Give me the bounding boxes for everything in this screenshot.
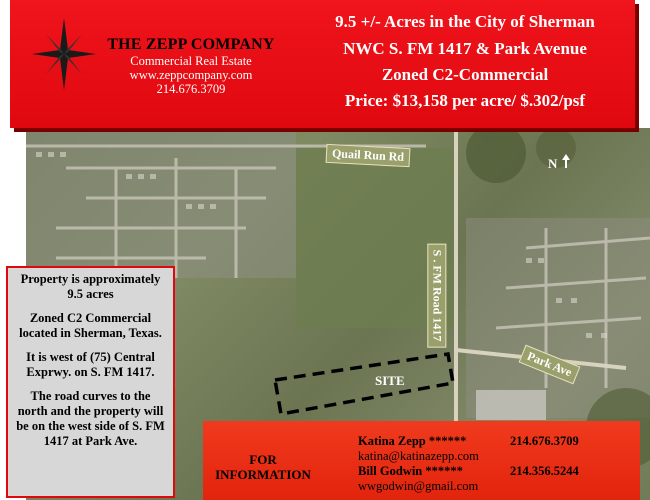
headline-zoning: Zoned C2-Commercial [381,65,549,84]
company-name: THE ZEPP COMPANY [107,36,275,53]
info-acreage: Property is approximately 9.5 acres [20,272,161,301]
north-indicator [548,154,571,172]
property-info-box [6,266,175,498]
road-label-fm-1417: S . FM Road 1417 [427,244,446,348]
header-banner [10,0,635,128]
road-label-park-ave: Park Ave [519,345,581,385]
company-tagline: Commercial Real Estate [130,54,252,68]
company-phone: 214.676.3709 [156,82,226,96]
contact-footer [203,421,640,500]
contact1-name: Katina Zepp ****** [358,434,467,448]
north-label: N [548,156,558,171]
contact2-phone: 214.356.5244 [510,464,579,478]
site-label: SITE [375,373,405,388]
info-zoning: Zoned C2 Commercial located in Sherman, Texas. [19,311,162,340]
contact2-email[interactable]: wwgodwin@gmail.com [358,479,479,493]
north-arrow-icon [561,154,571,168]
info-directions: The road curves to the north and the property will be on the west side of S. FM 1417 at Park Ave. [16,389,165,448]
road-label-quail-run: Quail Run Rd [326,144,411,167]
info-location: It is west of (75) Central Exprwy. on S. FM 1417. [26,350,155,379]
headline-acreage: 9.5 +/- Acres in the City of Sherman [335,12,595,31]
headline-price: Price: $13,158 per acre/ $.302/psf [344,91,586,110]
contact1-phone: 214.676.3709 [510,434,579,448]
compass-star-icon [32,18,96,90]
headline-location: NWC S. FM 1417 & Park Avenue [343,39,587,58]
footer-label: FOR INFORMATION [215,452,311,482]
company-block [98,36,284,96]
contact1-email[interactable]: katina@katinazepp.com [358,449,479,463]
contact2-name: Bill Godwin ****** [358,464,463,478]
company-website[interactable]: www.zeppcompany.com [129,68,253,82]
